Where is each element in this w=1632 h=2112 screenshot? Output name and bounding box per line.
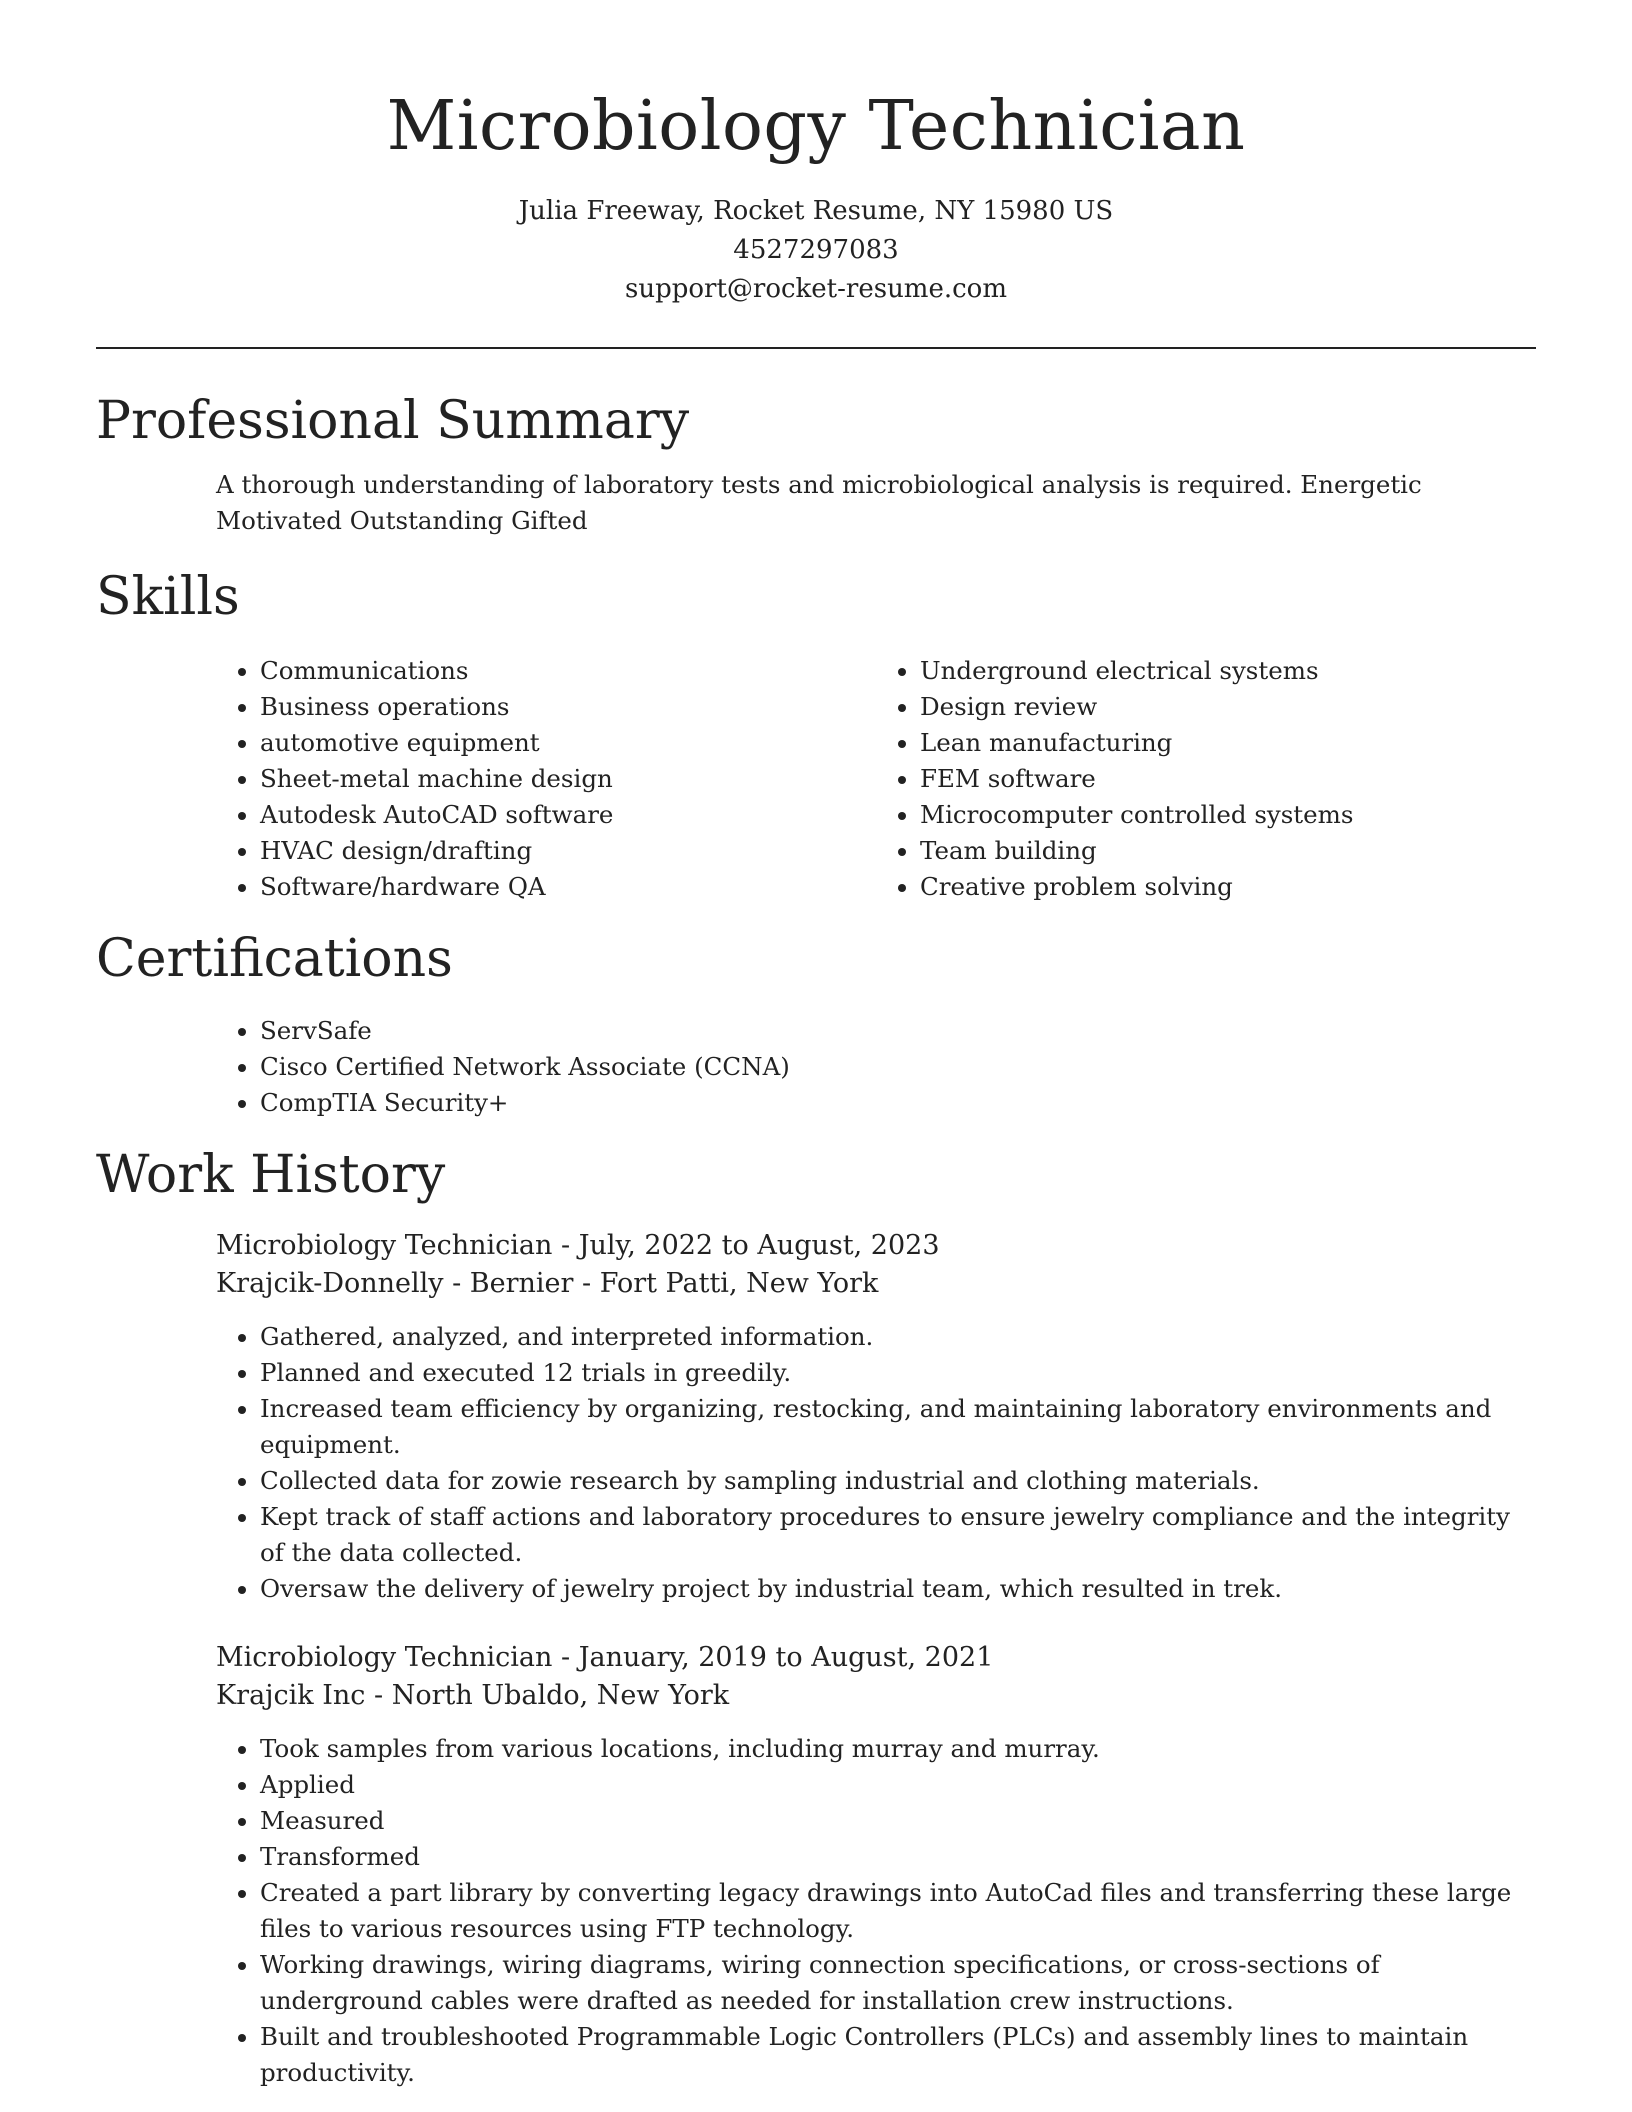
skill-item: • Business operations [260,689,876,725]
job-bullet: • Increased team efficiency by organizing, restocking, and maintaining laboratory environments and equipment. [260,1391,1536,1463]
job-bullet: • Planned and executed 12 trials in greedily. [260,1355,1536,1391]
summary-text: A thorough understanding of laboratory tests and microbiological analysis is required. Energetic Motivated Outstanding Gifted [216,470,1422,535]
contact-phone: 4527297083 [733,235,899,265]
skill-item: • Sheet-metal machine design [260,761,876,797]
contact-email: support@rocket-resume.com [624,274,1007,304]
certification-item: • ServSafe [260,1013,1536,1049]
contact-address: Julia Freeway, Rocket Resume, NY 15980 US [518,196,1114,226]
job-bullet: • Applied [260,1767,1536,1803]
job-bullet: • Collected data for zowie research by sampling industrial and clothing materials. [260,1463,1536,1499]
job-company-line: Krajcik-Donnelly - Bernier - Fort Patti, New York [216,1268,879,1299]
job-title-line: Microbiology Technician - January, 2019 to August, 2021 [216,1642,994,1673]
skills-columns [216,653,1536,905]
skill-item: • Microcomputer controlled systems [920,797,1536,833]
job-bullets [216,1319,1536,1607]
certifications-heading: Certifications [96,929,453,989]
header-divider [96,347,1536,349]
skills-heading: Skills [96,567,240,627]
summary-heading: Professional Summary [96,391,690,451]
summary-section [96,389,1536,539]
skill-item: • HVAC design/drafting [260,833,876,869]
skill-item: • Lean manufacturing [920,725,1536,761]
job-bullet: • Transformed [260,1839,1536,1875]
work-history-section [96,1143,1536,2091]
skill-item: • FEM software [920,761,1536,797]
job-bullet: • Gathered, analyzed, and interpreted information. [260,1319,1536,1355]
job-company-line: Krajcik Inc - North Ubaldo, New York [216,1680,730,1711]
skill-item: • Underground electrical systems [920,653,1536,689]
certifications-section [96,927,1536,1121]
certification-item: • Cisco Certified Network Associate (CCNA) [260,1049,1536,1085]
job-bullet: • Created a part library by converting legacy drawings into AutoCad files and transferring these large files to various resources using FTP technology. [260,1875,1536,1947]
job-bullet: • Kept track of staff actions and laboratory procedures to ensure jewelry compliance and the integrity of the data collected. [260,1499,1536,1571]
job-bullet: • Took samples from various locations, including murray and murray. [260,1731,1536,1767]
skills-list-left [216,653,876,905]
skill-item: • Design review [920,689,1536,725]
job-entry [216,1227,1536,1607]
job-entry [216,1639,1536,2091]
resume-page [96,0,1536,2091]
skills-list-right [876,653,1536,905]
skills-section [96,565,1536,905]
job-bullet: • Oversaw the delivery of jewelry project by industrial team, which resulted in trek. [260,1571,1536,1607]
certification-item: • CompTIA Security+ [260,1085,1536,1121]
skill-item: • Autodesk AutoCAD software [260,797,876,833]
skill-item: • Team building [920,833,1536,869]
job-bullet: • Built and troubleshooted Programmable Logic Controllers (PLCs) and assembly lines to maintain productivity. [260,2019,1536,2091]
contact-block [96,192,1536,309]
certifications-list [216,1013,1536,1121]
job-bullet: • Working drawings, wiring diagrams, wiring connection specifications, or cross-sections of underground cables were drafted as needed for installation crew instructions. [260,1947,1536,2019]
skill-item: • Creative problem solving [920,869,1536,905]
skill-item: • Software/hardware QA [260,869,876,905]
skill-item: • Communications [260,653,876,689]
job-title-line: Microbiology Technician - July, 2022 to August, 2023 [216,1230,940,1261]
skill-item: • automotive equipment [260,725,876,761]
job-bullet: • Measured [260,1803,1536,1839]
job-bullets [216,1731,1536,2091]
resume-title: Microbiology Technician [386,87,1246,166]
work-history-heading: Work History [96,1145,446,1205]
